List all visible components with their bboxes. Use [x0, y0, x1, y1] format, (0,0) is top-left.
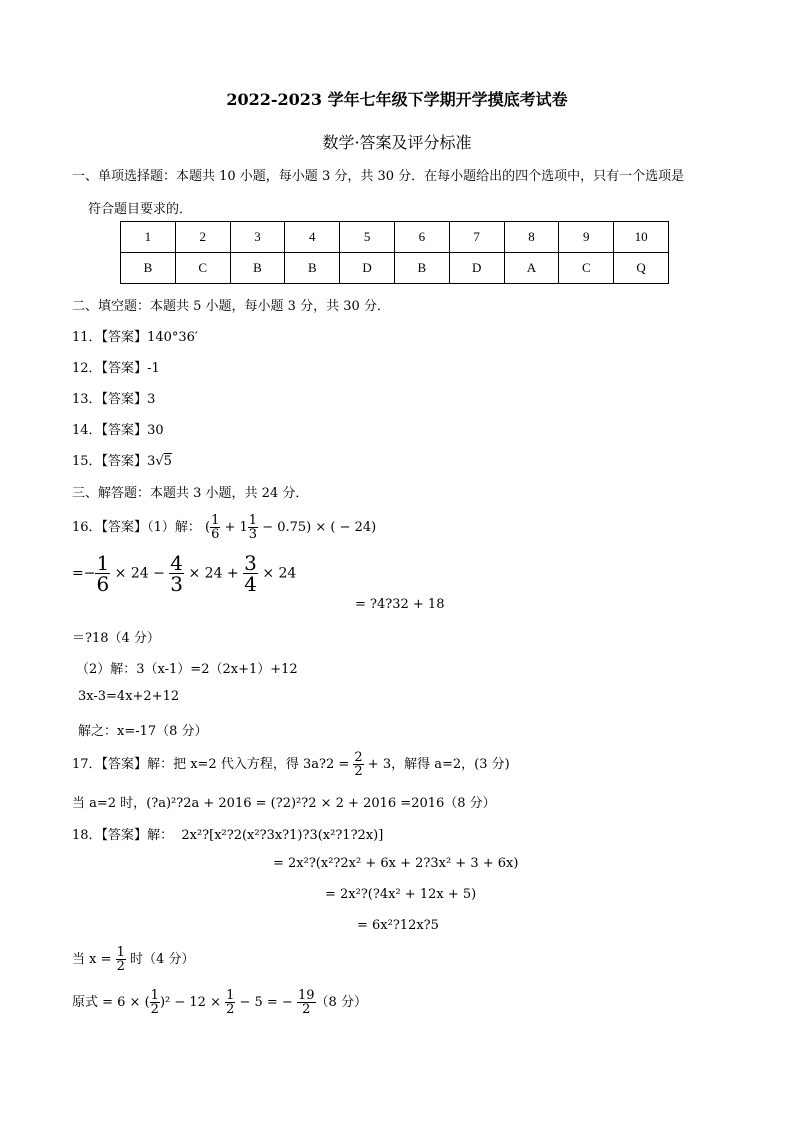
q16-expression	[204, 513, 377, 542]
answer-tag: 【答案】	[101, 392, 148, 407]
table-cell: 5	[340, 222, 395, 253]
answer-tag: 【答案】	[101, 828, 148, 843]
q18-line3: = 2x²?(?4x² + 12x + 5)	[325, 887, 477, 902]
table-cell: A	[504, 253, 559, 284]
fraction-numerator: 1	[248, 513, 258, 528]
fraction-numerator: 4	[170, 551, 184, 575]
answer-value-coefficient: 3	[147, 454, 156, 469]
answer-value: 30	[147, 423, 164, 438]
answer-value: 140°36′	[147, 330, 198, 345]
q18-line4: = 6x²?12x?5	[357, 918, 439, 933]
q18-line2: = 2x²?(x²?2x² + 6x + 2?3x² + 3 + 6x)	[273, 856, 519, 871]
page-title: 2022-2023 学年七年级下学期开学摸底考试卷	[226, 90, 568, 109]
answer-value: -1	[147, 361, 160, 376]
fraction-denominator: 6	[96, 572, 110, 596]
q17-text: =2016（8 分）	[396, 796, 496, 811]
q17-text: ，解得 a=2，(3 分)	[391, 757, 510, 772]
item-number: 18．	[72, 828, 102, 843]
item-number: 11．	[72, 330, 102, 345]
q18-text: （8 分）	[315, 995, 367, 1010]
q17-text: 解：把 x=2 代入方程，得	[147, 757, 303, 772]
fraction-denominator: 2	[150, 1002, 159, 1017]
item-number: 13．	[72, 392, 102, 407]
q16-line2	[72, 553, 296, 594]
table-cell: 6	[394, 222, 449, 253]
table-cell: Q	[614, 253, 669, 284]
q16-line1	[72, 514, 376, 541]
fraction	[95, 553, 110, 594]
fraction-numerator: 1	[226, 988, 235, 1003]
math-text: × 24 +	[188, 565, 239, 582]
table-cell: B	[285, 253, 340, 284]
q17-text: 当 a=2 时，	[72, 796, 147, 811]
math-text: + 3	[363, 757, 392, 772]
table-cell: 3	[230, 222, 285, 253]
fraction-numerator: 1	[96, 551, 110, 575]
q16-line6: 3x-3=4x+2+12	[78, 689, 180, 704]
fraction	[210, 514, 220, 541]
section3-heading: 三、解答题：本题共 3 小题，共 24 分．	[72, 486, 309, 501]
fraction	[225, 989, 235, 1016]
table-cell: D	[449, 253, 504, 284]
fraction	[116, 946, 126, 973]
q18-final-line	[72, 989, 367, 1016]
answer-value: 3	[147, 392, 156, 407]
fraction-denominator: 2	[116, 959, 125, 974]
math-text: (	[204, 520, 211, 535]
fraction-numerator: 3	[244, 551, 257, 575]
answer-tag: 【答案】	[101, 361, 148, 376]
answer-table-number-row	[121, 222, 669, 253]
q16-line4: ＝?18（4 分）	[72, 631, 160, 646]
answer-tag: 【答案】	[101, 423, 148, 438]
table-cell: 7	[449, 222, 504, 253]
item-number: 16．	[72, 520, 102, 535]
table-cell: 1	[121, 222, 176, 253]
fraction	[353, 751, 363, 778]
q17-line2	[72, 792, 496, 811]
table-cell: C	[559, 253, 614, 284]
section1-heading-line1: 一、单项选择题：本题共 10 小题，每小题 3 分，共 30 分．在每小题给出的四个选项中，只有一个选项是	[72, 169, 685, 184]
item-number: 12．	[72, 361, 102, 376]
fraction	[248, 514, 258, 541]
section2-heading: 二、填空题：本题共 5 小题，每小题 3 分，共 30 分．	[72, 299, 390, 314]
math-text: 原式 = 6 × (	[72, 995, 150, 1010]
answer-tag: 【答案】	[101, 520, 148, 535]
table-cell: C	[175, 253, 230, 284]
item-number: 17．	[72, 757, 102, 772]
fraction	[150, 989, 160, 1016]
q17-line1	[72, 751, 510, 778]
math-text: − 0.75) × ( − 24)	[258, 520, 377, 535]
q18-text: 时（4 分）	[125, 952, 195, 967]
table-cell: B	[394, 253, 449, 284]
math-text: + 1	[220, 520, 248, 535]
q18-text: 解：	[147, 828, 174, 843]
fraction-numerator: 1	[211, 513, 220, 528]
q16-part2: （2）解：3（x-1）=2（2x+1）+12	[76, 662, 298, 677]
section1-heading-line2: 符合题目要求的．	[88, 202, 193, 217]
table-cell: B	[230, 253, 285, 284]
answer-table-answer-row	[121, 253, 669, 284]
table-cell: 9	[559, 222, 614, 253]
answer-item-12	[72, 357, 160, 376]
math-text: × 24 −	[114, 565, 165, 582]
fraction-denominator: 2	[226, 1002, 235, 1017]
item-number: 15．	[72, 454, 102, 469]
sqrt-symbol: √	[155, 454, 164, 469]
answer-item-13	[72, 388, 155, 407]
q18-when-line	[72, 946, 194, 973]
math-text: − 5 = −	[235, 995, 297, 1010]
table-cell: 2	[175, 222, 230, 253]
fraction-denominator: 3	[170, 572, 184, 596]
table-cell: B	[121, 253, 176, 284]
math-text: × 24	[262, 565, 297, 582]
fraction-numerator: 1	[150, 988, 159, 1003]
table-cell: 4	[285, 222, 340, 253]
answer-item-11	[72, 326, 198, 345]
table-cell: 8	[504, 222, 559, 253]
answer-value-radicand: 5	[163, 454, 172, 469]
part1-label: （1）解：	[147, 520, 201, 535]
q18-line1	[72, 824, 383, 843]
table-cell: D	[340, 253, 395, 284]
math-text: =−	[72, 565, 96, 582]
q16-line3: = ?4?32 + 18	[355, 597, 445, 612]
math-text: x =	[89, 952, 116, 967]
page-subtitle: 数学·答案及评分标准	[322, 133, 472, 152]
fraction	[243, 553, 258, 594]
fraction-numerator: 1	[116, 945, 125, 960]
fraction-denominator: 2	[302, 1002, 311, 1017]
item-number: 14．	[72, 423, 102, 438]
fraction-numerator: 19	[298, 988, 315, 1003]
fraction-denominator: 2	[354, 764, 363, 779]
q18-text: 当	[72, 952, 90, 967]
answer-item-15	[72, 450, 172, 469]
fraction	[169, 553, 184, 594]
answer-tag: 【答案】	[101, 330, 148, 345]
math-text: )² − 12 ×	[159, 995, 226, 1010]
answer-tag: 【答案】	[101, 454, 148, 469]
math-text: 2x²?[x²?2(x²?3x?1)?3(x²?1?2x)]	[181, 828, 384, 843]
answer-table	[120, 221, 669, 284]
fraction-denominator: 3	[248, 527, 258, 542]
fraction-denominator: 4	[244, 572, 257, 596]
math-text: 3a?2 =	[302, 757, 354, 772]
fraction	[297, 989, 316, 1016]
answer-item-14	[72, 419, 164, 438]
table-cell: 10	[614, 222, 669, 253]
answer-tag: 【答案】	[101, 757, 148, 772]
q16-line7: 解之：x=-17（8 分）	[78, 724, 208, 739]
math-text: (?a)²?2a + 2016 = (?2)²?2 × 2 + 2016	[146, 796, 397, 811]
fraction-denominator: 6	[211, 527, 220, 542]
fraction-numerator: 2	[354, 750, 363, 765]
